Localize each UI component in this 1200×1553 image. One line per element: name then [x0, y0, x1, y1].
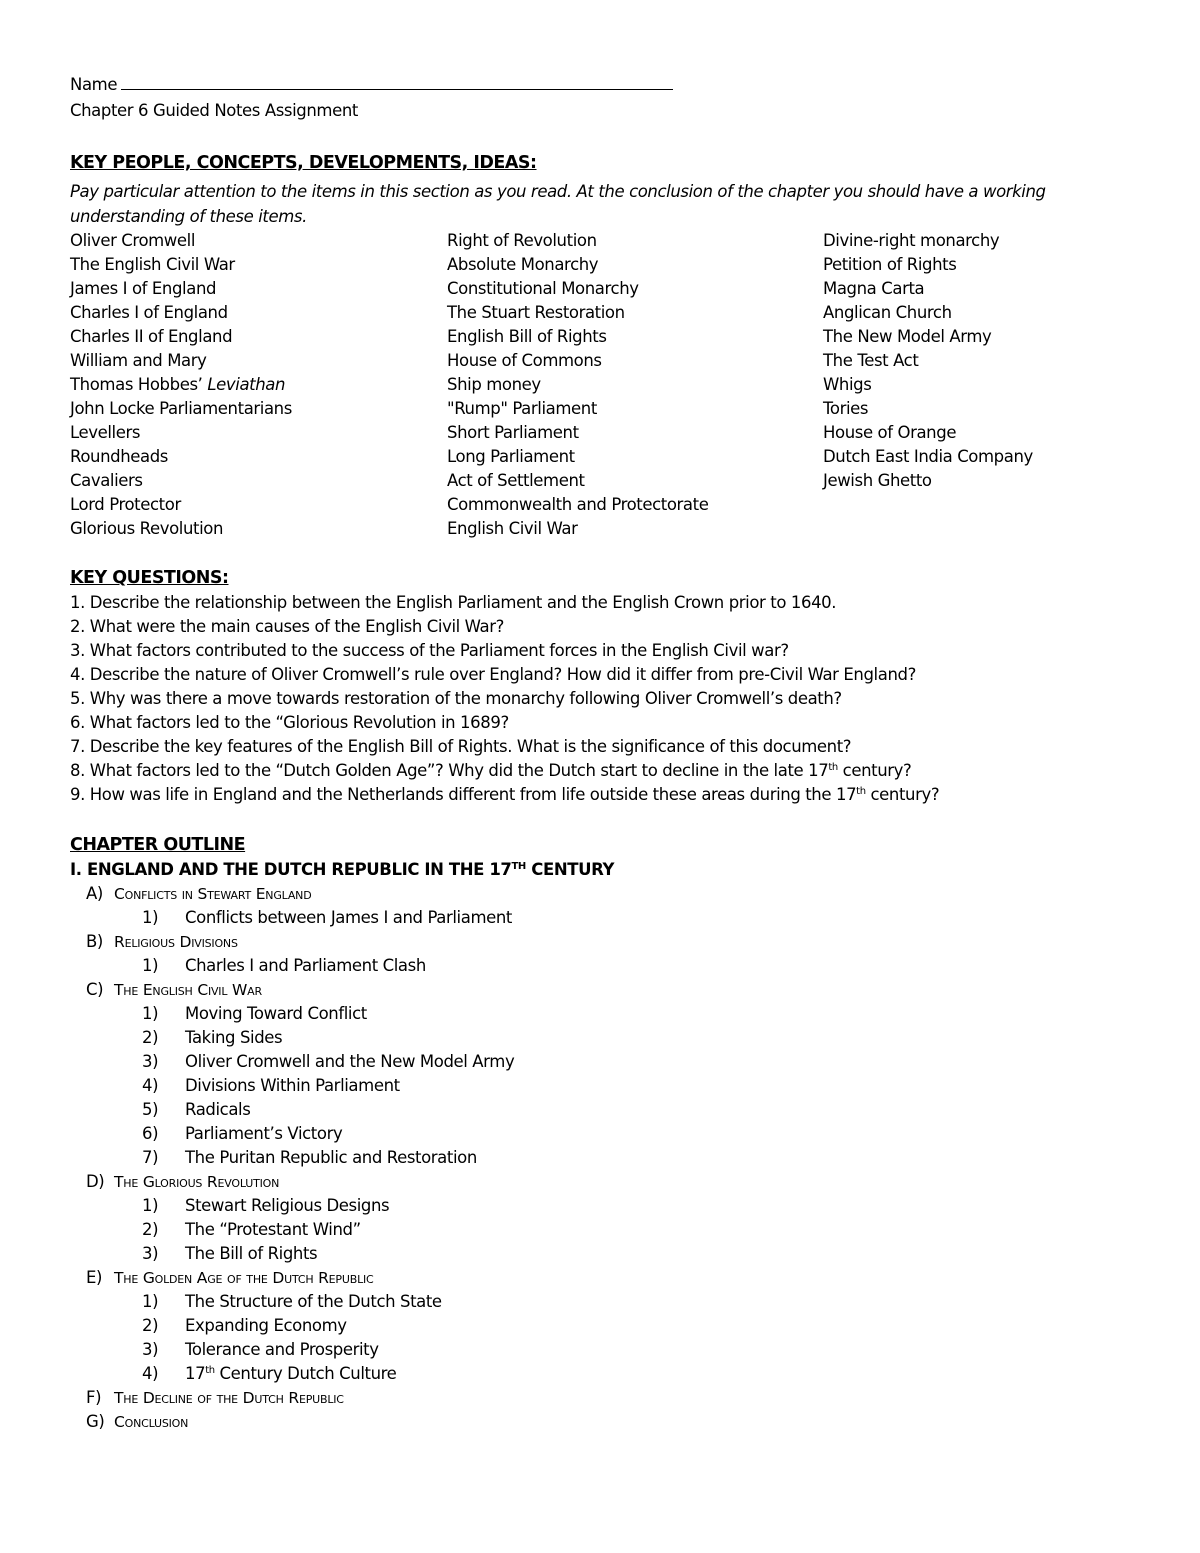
- key-term: The Stuart Restoration: [447, 303, 625, 322]
- subsection-text: Divisions Within Parliament: [185, 1076, 400, 1095]
- subsection-number: 6): [142, 1124, 159, 1143]
- key-term: House of Orange: [823, 423, 957, 442]
- key-term: Absolute Monarchy: [447, 255, 599, 274]
- section-title: The Golden Age of the Dutch Republic: [114, 1269, 374, 1287]
- key-term: Right of Revolution: [447, 231, 597, 250]
- subsection-number: 3): [142, 1340, 159, 1359]
- key-term: Jewish Ghetto: [823, 471, 932, 490]
- question-item: 8. What factors led to the “Dutch Golden Age”? Why did the Dutch start to decline in the late 17th century?: [70, 761, 912, 780]
- question-item: 7. Describe the key features of the English Bill of Rights. What is the significance of this document?: [70, 737, 852, 756]
- key-term: Roundheads: [70, 447, 168, 466]
- section-title: The Decline of the Dutch Republic: [114, 1389, 344, 1407]
- subsection-number: 4): [142, 1076, 159, 1095]
- key-term: Charles I of England: [70, 303, 228, 322]
- chapter-outline-heading: CHAPTER OUTLINE: [70, 835, 246, 855]
- subsection-text: The Structure of the Dutch State: [185, 1292, 442, 1311]
- key-term: Cavaliers: [70, 471, 143, 490]
- subsection-text: Tolerance and Prosperity: [185, 1340, 379, 1359]
- key-term: James I of England: [70, 279, 217, 298]
- key-term: Charles II of England: [70, 327, 233, 346]
- key-term: The New Model Army: [823, 327, 992, 346]
- key-term: Short Parliament: [447, 423, 579, 442]
- key-term: John Locke Parliamentarians: [70, 399, 292, 418]
- key-term: Dutch East India Company: [823, 447, 1033, 466]
- section-letter: A): [86, 884, 103, 903]
- key-term: Petition of Rights: [823, 255, 957, 274]
- key-term: Anglican Church: [823, 303, 952, 322]
- section-title: Religious Divisions: [114, 933, 238, 951]
- section-title: Conclusion: [114, 1413, 189, 1431]
- section-title: The Glorious Revolution: [114, 1173, 280, 1191]
- key-term: Thomas Hobbes’ Leviathan: [70, 375, 286, 394]
- subsection-text: Charles I and Parliament Clash: [185, 956, 426, 975]
- section-letter: C): [86, 980, 104, 999]
- key-term: Commonwealth and Protectorate: [447, 495, 709, 514]
- subsection-number: 1): [142, 956, 159, 975]
- subsection-number: 2): [142, 1316, 159, 1335]
- key-term: Ship money: [447, 375, 541, 394]
- key-people-instructions: Pay particular attention to the items in this section as you read. At the conclusion of the chapter you should have a working understanding of these items.: [70, 182, 1046, 226]
- outline-part-heading: I. ENGLAND AND THE DUTCH REPUBLIC IN THE 17TH CENTURY: [70, 860, 615, 879]
- subsection-number: 1): [142, 1196, 159, 1215]
- section-title: The English Civil War: [114, 981, 262, 999]
- question-item: 2. What were the main causes of the English Civil War?: [70, 617, 504, 636]
- key-people-heading: KEY PEOPLE, CONCEPTS, DEVELOPMENTS, IDEAS:: [70, 153, 537, 173]
- name-line: [70, 73, 673, 97]
- subsection-number: 5): [142, 1100, 159, 1119]
- subsection-text: Parliament’s Victory: [185, 1124, 343, 1143]
- subsection-text: Taking Sides: [185, 1028, 283, 1047]
- name-blank[interactable]: [121, 75, 673, 90]
- name-label: Name: [70, 75, 118, 94]
- subsection-number: 1): [142, 908, 159, 927]
- subsection-number: 7): [142, 1148, 159, 1167]
- section-title: Conflicts in Stewart England: [114, 885, 312, 903]
- key-term: Long Parliament: [447, 447, 575, 466]
- key-term: Glorious Revolution: [70, 519, 224, 538]
- key-term: Lord Protector: [70, 495, 181, 514]
- subsection-text: The Puritan Republic and Restoration: [185, 1148, 477, 1167]
- key-term: Act of Settlement: [447, 471, 585, 490]
- subsection-text: 17th Century Dutch Culture: [185, 1364, 397, 1383]
- subsection-number: 1): [142, 1292, 159, 1311]
- subsection-number: 3): [142, 1052, 159, 1071]
- key-term: English Bill of Rights: [447, 327, 607, 346]
- key-terms-column-1: [70, 229, 292, 541]
- key-term: The Test Act: [823, 351, 919, 370]
- key-term: Divine-right monarchy: [823, 231, 1000, 250]
- key-term: "Rump" Parliament: [447, 399, 597, 418]
- key-term: English Civil War: [447, 519, 578, 538]
- key-term: Levellers: [70, 423, 141, 442]
- subsection-number: 1): [142, 1004, 159, 1023]
- subsection-text: Moving Toward Conflict: [185, 1004, 367, 1023]
- key-term: Whigs: [823, 375, 872, 394]
- subsection-text: Oliver Cromwell and the New Model Army: [185, 1052, 515, 1071]
- question-item: 1. Describe the relationship between the English Parliament and the English Crown prior to 1640.: [70, 593, 837, 612]
- subsection-text: Stewart Religious Designs: [185, 1196, 390, 1215]
- subsection-text: The Bill of Rights: [185, 1244, 318, 1263]
- key-term: Tories: [823, 399, 869, 418]
- section-letter: G): [86, 1412, 105, 1431]
- question-item: 6. What factors led to the “Glorious Revolution in 1689?: [70, 713, 509, 732]
- key-term: William and Mary: [70, 351, 207, 370]
- subsection-number: 3): [142, 1244, 159, 1263]
- question-item: 3. What factors contributed to the success of the Parliament forces in the English Civil war?: [70, 641, 789, 660]
- key-term: Magna Carta: [823, 279, 925, 298]
- subsection-text: The “Protestant Wind”: [185, 1220, 361, 1239]
- key-terms-column-2: [447, 229, 708, 541]
- key-questions-list: [70, 591, 939, 807]
- question-item: 5. Why was there a move towards restoration of the monarchy following Oliver Cromwell’s death?: [70, 689, 842, 708]
- question-item: 4. Describe the nature of Oliver Cromwell’s rule over England? How did it differ from pre-Civil War England?: [70, 665, 916, 684]
- subsection-text: Expanding Economy: [185, 1316, 347, 1335]
- key-term: House of Commons: [447, 351, 602, 370]
- key-questions-heading: KEY QUESTIONS:: [70, 568, 229, 588]
- key-term: The English Civil War: [70, 255, 235, 274]
- section-letter: B): [86, 932, 103, 951]
- subsection-text: Conflicts between James I and Parliament: [185, 908, 513, 927]
- question-item: 9. How was life in England and the Netherlands different from life outside these areas during the 17th century?: [70, 785, 940, 804]
- page-title: Chapter 6 Guided Notes Assignment: [70, 101, 358, 120]
- section-letter: E): [86, 1268, 103, 1287]
- section-letter: D): [86, 1172, 105, 1191]
- key-term: Oliver Cromwell: [70, 231, 196, 250]
- subsection-number: 2): [142, 1028, 159, 1047]
- subsection-text: Radicals: [185, 1100, 251, 1119]
- key-terms-column-3: [823, 229, 1033, 493]
- subsection-number: 2): [142, 1220, 159, 1239]
- key-term: Constitutional Monarchy: [447, 279, 639, 298]
- section-letter: F): [86, 1388, 102, 1407]
- subsection-number: 4): [142, 1364, 159, 1383]
